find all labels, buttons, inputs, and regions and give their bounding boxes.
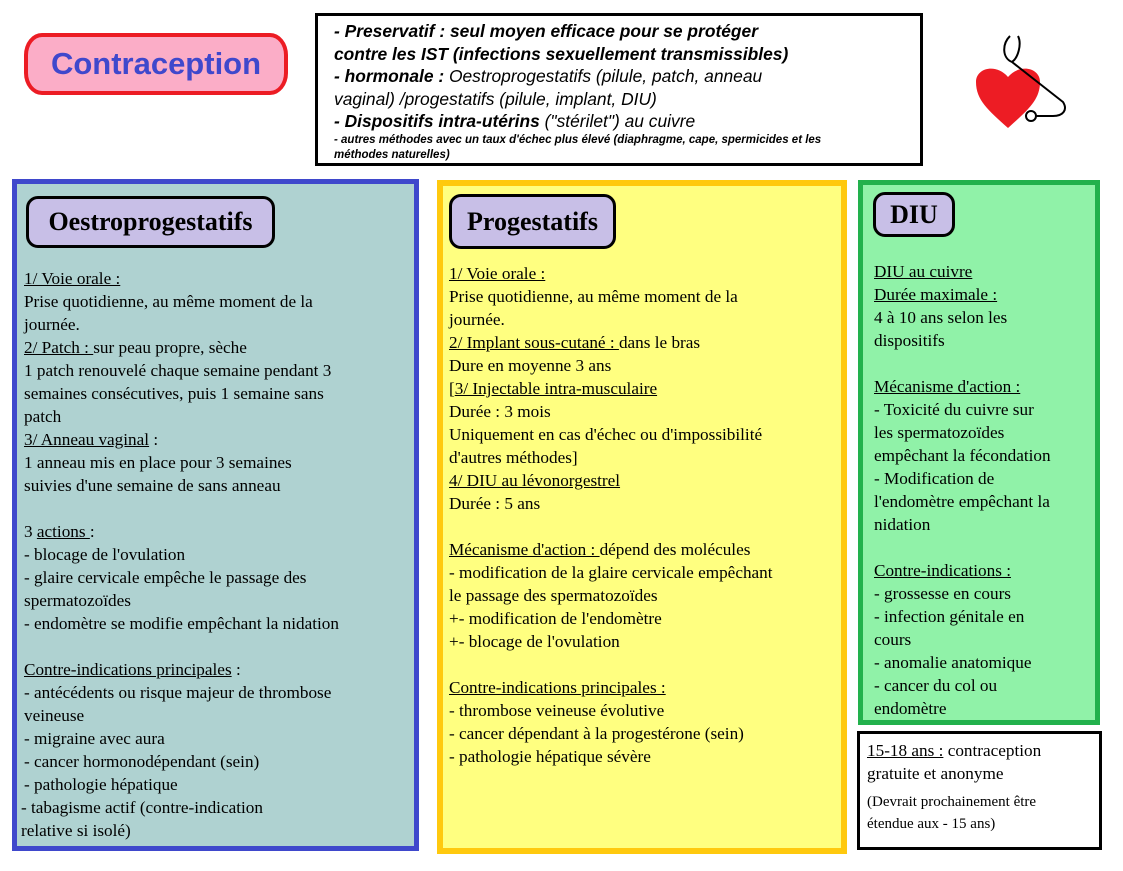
section-badge [449, 194, 616, 249]
list-item: - grossesse en cours [874, 584, 1011, 603]
text-line: suivies d'une semaine de sans anneau [24, 476, 281, 495]
summary-small: méthodes naturelles) [334, 148, 450, 161]
text-line: journée. [24, 315, 80, 334]
section-badge [26, 196, 275, 248]
text-line: 3 [24, 522, 37, 541]
list-item: - tabagisme actif (contre-indication [21, 798, 263, 817]
subheading: 1/ Voie orale : [449, 264, 546, 283]
list-item: - thrombose veineuse évolutive [449, 701, 665, 720]
subheading: 3/ Injectable intra-musculaire [454, 379, 658, 398]
note-line: étendue aux - 15 ans) [867, 816, 996, 832]
text-line: 1 patch renouvelé chaque semaine pendant 3 [24, 361, 332, 380]
list-item: +- blocage de l'ovulation [449, 632, 620, 651]
subheading: 15-18 ans : [867, 741, 944, 760]
heart-stethoscope-icon [968, 30, 1078, 130]
text-line: 4 à 10 ans selon les [874, 308, 1008, 327]
list-item: - cancer du col ou [874, 676, 998, 695]
summary-small: - autres méthodes avec un taux d'échec plus élevé (diaphragme, cape, spermicides et les [334, 133, 822, 146]
list-item: - Modification de [874, 469, 995, 488]
subheading: actions [36, 522, 90, 541]
list-item: le passage des spermatozoïdes [449, 586, 658, 605]
list-item: spermatozoïdes [24, 591, 131, 610]
text-line: dans le bras [618, 333, 701, 352]
subheading: 2/ Implant sous-cutané : [449, 333, 619, 352]
subheading: Contre-indications principales [24, 660, 232, 679]
subheading: 1/ Voie orale : [24, 269, 121, 288]
text-line: sur peau propre, sèche [93, 338, 247, 357]
subheading: Contre-indications : [874, 561, 1011, 580]
summary-line: vaginal) /progestatifs (pilule, implant, DIU) [334, 88, 657, 109]
note-line: (Devrait prochainement être [867, 794, 1037, 810]
list-item: l'endomètre empêchant la [874, 492, 1050, 511]
list-item: veineuse [24, 706, 85, 725]
subheading: 2/ Patch : [24, 338, 94, 357]
summary-line: Oestroprogestatifs (pilule, patch, anneau [448, 66, 763, 86]
text-line: contraception [943, 741, 1042, 760]
text-line: [ [449, 379, 455, 398]
subheading: Mécanisme d'action : [449, 540, 600, 559]
section-title: Progestatifs [467, 206, 598, 236]
text-line: 1 anneau mis en place pour 3 semaines [24, 453, 292, 472]
subheading: 3/ Anneau vaginal [24, 430, 150, 449]
list-item: - pathologie hépatique [24, 775, 178, 794]
text-line: d'autres méthodes] [449, 448, 578, 467]
page-title: Contraception [50, 46, 262, 81]
text-line: journée. [449, 310, 505, 329]
subheading: Contre-indications principales : [449, 678, 666, 697]
list-item: - pathologie hépatique sévère [449, 747, 651, 766]
list-item: cours [874, 630, 912, 649]
summary-box [315, 13, 923, 166]
list-item: - Toxicité du cuivre sur [874, 400, 1034, 419]
section-title: DIU [890, 199, 938, 229]
title-banner [24, 33, 288, 95]
list-item: - anomalie anatomique [874, 653, 1032, 672]
section-title: Oestroprogestatifs [48, 207, 253, 236]
subheading: Durée maximale : [874, 285, 998, 304]
list-item: - cancer hormonodépendant (sein) [24, 752, 260, 771]
subheading: Mécanisme d'action : [874, 377, 1021, 396]
list-item: - migraine avec aura [24, 729, 165, 748]
list-item: - endomètre se modifie empêchant la nidation [24, 614, 339, 633]
text-line: : [149, 430, 159, 449]
summary-line: contre les IST (infections sexuellement transmissibles) [334, 43, 789, 64]
list-item: - glaire cervicale empêche le passage des [24, 568, 307, 587]
list-item: - infection génitale en [874, 607, 1025, 626]
text-line: Uniquement en cas d'échec ou d'impossibilité [449, 425, 763, 444]
text-line: Prise quotidienne, au même moment de la [449, 287, 738, 306]
text-line: semaines consécutives, puis 1 semaine sans [24, 384, 324, 403]
section-badge [873, 192, 955, 237]
list-item: endomètre [874, 699, 947, 718]
text-line: : [231, 660, 241, 679]
text-line: : [89, 522, 95, 541]
list-item: les spermatozoïdes [874, 423, 1005, 442]
text-line: Dure en moyenne 3 ans [449, 356, 612, 375]
stethoscope-chestpiece [1026, 111, 1036, 121]
summary-line-label: - Dispositifs intra-utérins [334, 111, 540, 131]
list-item: - cancer dépendant à la progestérone (sein) [449, 724, 744, 743]
summary-line: ("stérilet") au cuivre [539, 111, 696, 131]
list-item: relative si isolé) [21, 821, 131, 840]
text-line: dispositifs [874, 331, 945, 350]
subheading: 4/ DIU au lévonorgestrel [449, 471, 621, 490]
list-item: empêchant la fécondation [874, 446, 1051, 465]
progestatifs-panel [437, 180, 847, 854]
list-item: - antécédents ou risque majeur de thrombose [24, 683, 332, 702]
oestroprogestatifs-panel [12, 179, 419, 851]
summary-line-label: - hormonale : [334, 66, 449, 86]
text-line: Durée : 5 ans [449, 494, 541, 513]
list-item: nidation [874, 515, 931, 534]
list-item: +- modification de l'endomètre [449, 609, 662, 628]
diu-panel [858, 180, 1100, 725]
text-line: gratuite et anonyme [867, 764, 1004, 783]
text-line: dépend des molécules [599, 540, 751, 559]
text-line: patch [24, 407, 62, 426]
text-line: Durée : 3 mois [449, 402, 551, 421]
ados-info-box [857, 731, 1102, 850]
list-item: - blocage de l'ovulation [24, 545, 186, 564]
subheading: DIU au cuivre [874, 262, 973, 281]
summary-line: - Preservatif : seul moyen efficace pour se protéger [334, 21, 758, 41]
text-line: Prise quotidienne, au même moment de la [24, 292, 313, 311]
list-item: - modification de la glaire cervicale empêchant [449, 563, 773, 582]
